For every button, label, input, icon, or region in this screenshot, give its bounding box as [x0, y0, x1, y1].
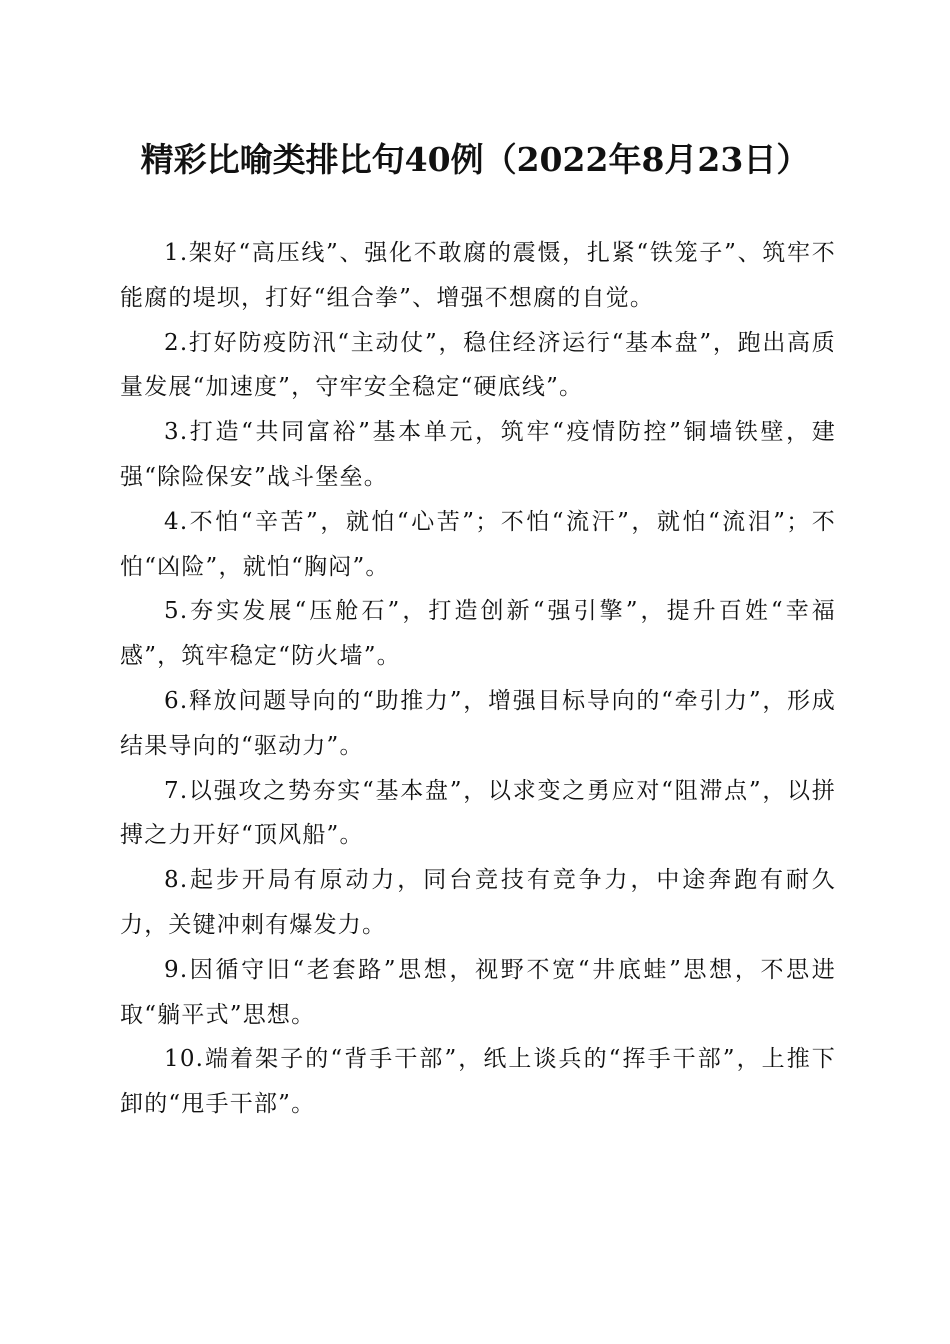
list-item: 8.起步开局有原动力，同台竞技有竞争力，中途奔跑有耐久力，关键冲刺有爆发力。 — [120, 867, 836, 938]
document-title: 精彩比喻类排比句40例（2022年8月23日） — [140, 140, 810, 179]
list-item: 4.不怕“辛苦”，就怕“心苦”；不怕“流汗”，就怕“流泪”；不怕“凶险”，就怕“胸闷”。 — [120, 508, 836, 580]
list-item: 3.打造“共同富裕”基本单元，筑牢“疫情防控”铜墙铁壁，建强“除险保安”战斗堡垒。 — [120, 419, 836, 490]
list-item: 9.因循守旧“老套路”思想，视野不宽“井底蛙”思想，不思进取“躺平式”思想。 — [120, 956, 836, 1028]
document-body — [120, 231, 836, 1127]
list-item: 1.架好“高压线”、强化不敢腐的震慑，扎紧“铁笼子”、筑牢不能腐的堤坝，打好“组合拳”、增强不想腐的自觉。 — [120, 240, 836, 311]
list-item: 6.释放问题导向的“助推力”，增强目标导向的“牵引力”，形成结果导向的“驱动力”。 — [120, 687, 836, 759]
list-item: 7.以强攻之势夯实“基本盘”，以求变之勇应对“阻滞点”，以拼搏之力开好“顶风船”。 — [120, 777, 836, 849]
list-item: 5.夯实发展“压舱石”，打造创新“强引擎”，提升百姓“幸福感”，筑牢稳定“防火墙”。 — [120, 598, 836, 670]
list-item: 2.打好防疫防汛“主动仗”，稳住经济运行“基本盘”，跑出高质量发展“加速度”，守牢安全稳定“硬底线”。 — [120, 329, 836, 401]
list-item: 10.端着架子的“背手干部”，纸上谈兵的“挥手干部”，上推下卸的“甩手干部”。 — [120, 1046, 836, 1118]
